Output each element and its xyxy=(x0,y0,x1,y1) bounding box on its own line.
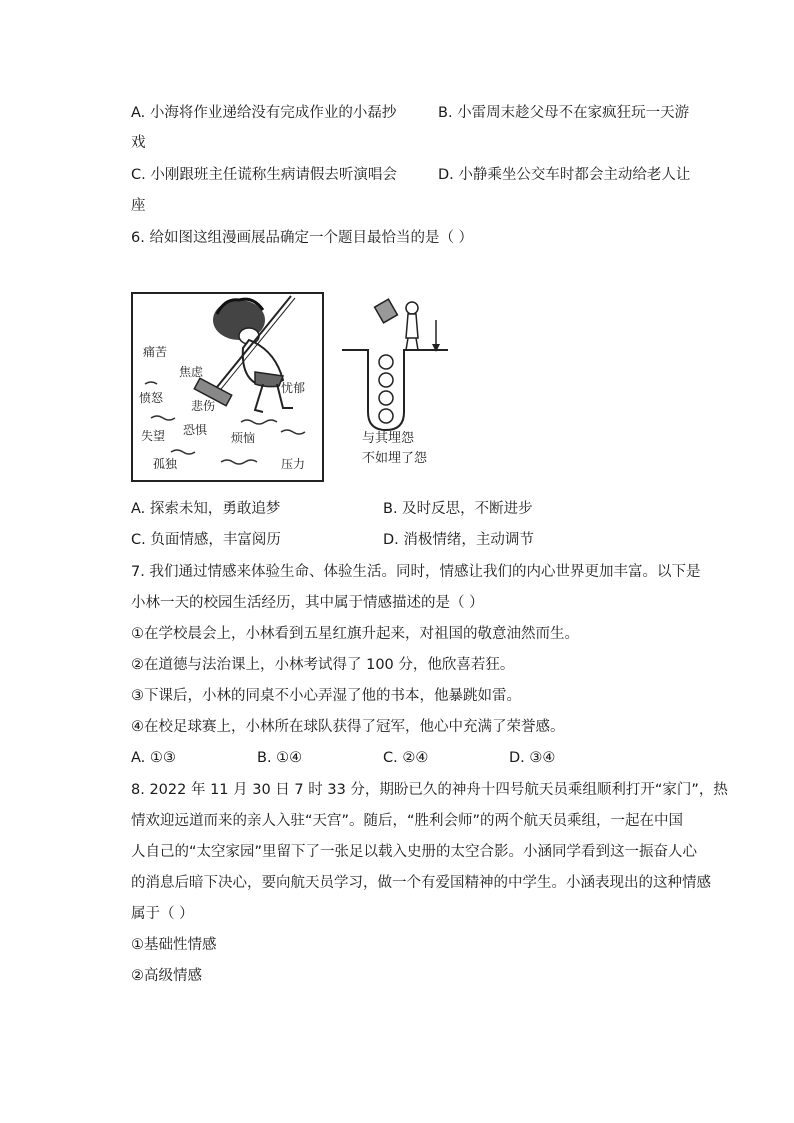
q6-stem: 6. 给如图这组漫画展品确定一个题目最恰当的是（ ） xyxy=(131,230,474,246)
cartoon-word: 压力 xyxy=(281,457,306,471)
q5-option-d: D. 小静乘坐公交车时都会主动给老人让 xyxy=(438,167,691,183)
q5-option-c: C. 小刚跟班主任谎称生病请假去听演唱会 xyxy=(131,167,397,183)
q7-item-2: ②在道德与法治课上，小林考试得了 100 分，他欣喜若狂。 xyxy=(131,657,515,673)
q6-option-a: A. 探索未知，勇敢追梦 xyxy=(131,501,281,517)
q5-option-d-continued: 座 xyxy=(131,198,146,214)
q8-line1: 8. 2022 年 11 月 30 日 7 时 33 分，期盼已久的神舟十四号航天员乘组顺利打开“家门”，热 xyxy=(131,782,728,798)
q7-option-a: A. ①③ xyxy=(131,750,176,766)
cartoon-word: 焦虑 xyxy=(179,365,204,379)
q8-line5: 属于（ ） xyxy=(131,906,194,922)
cartoon-word: 愤怒 xyxy=(139,391,164,405)
cartoon-word: 烦恼 xyxy=(231,431,256,445)
q5-option-b: B. 小雷周末趁父母不在家疯狂玩一天游 xyxy=(438,105,690,121)
cartoon-word: 恐惧 xyxy=(183,423,208,437)
q7-stem-line2: 小林一天的校园生活经历，其中属于情感描述的是（ ） xyxy=(131,595,484,611)
cartoon-word: 悲伤 xyxy=(191,399,216,413)
cartoon-word: 忧郁 xyxy=(281,381,306,395)
cartoon-sweeping-emotions xyxy=(131,292,324,482)
q7-option-d: D. ③④ xyxy=(509,750,556,766)
q8-line2: 情欢迎远道而来的亲人入驻“天宫”。随后，“胜利会师”的两个航天员乘组，一起在中国 xyxy=(131,813,684,829)
cartoon-burying-complaints xyxy=(338,292,458,482)
cartoon-word: 孤独 xyxy=(153,457,178,471)
q7-option-c: C. ②④ xyxy=(383,750,429,766)
q8-line4: 的消息后暗下决心，要向航天员学习，做一个有爱国精神的中学生。小涵表现出的这种情感 xyxy=(131,875,711,891)
q7-item-4: ④在校足球赛上，小林所在球队获得了冠军，他心中充满了荣誉感。 xyxy=(131,719,565,735)
q8-item-1: ①基础性情感 xyxy=(131,937,217,953)
cartoon-word: 失望 xyxy=(141,429,166,443)
q8-item-2: ②高级情感 xyxy=(131,968,202,984)
q6-option-b: B. 及时反思，不断进步 xyxy=(383,501,533,517)
q7-stem-line1: 7. 我们通过情感来体验生命、体验生活。同时，情感让我们的内心世界更加丰富。以下是 xyxy=(131,564,701,580)
q8-line3: 人自己的“太空家园”里留下了一张足以载入史册的太空合影。小涵同学看到这一振奋人心 xyxy=(131,844,698,860)
q5-option-a: A. 小海将作业递给没有完成作业的小磊抄 xyxy=(131,105,397,121)
cartoon-caption-line2: 不如埋了怨 xyxy=(362,451,428,466)
q7-option-b: B. ①④ xyxy=(257,750,303,766)
cartoon-caption-line1: 与其埋怨 xyxy=(362,431,415,446)
cartoon-word: 痛苦 xyxy=(143,345,168,359)
q5-option-b-continued: 戏 xyxy=(131,135,146,151)
q7-item-1: ①在学校晨会上，小林看到五星红旗升起来，对祖国的敬意油然而生。 xyxy=(131,626,579,642)
q7-item-3: ③下课后，小林的同桌不小心弄湿了他的书本，他暴跳如雷。 xyxy=(131,688,521,704)
q6-option-d: D. 消极情绪，主动调节 xyxy=(383,532,534,548)
q6-option-c: C. 负面情感，丰富阅历 xyxy=(131,532,281,548)
